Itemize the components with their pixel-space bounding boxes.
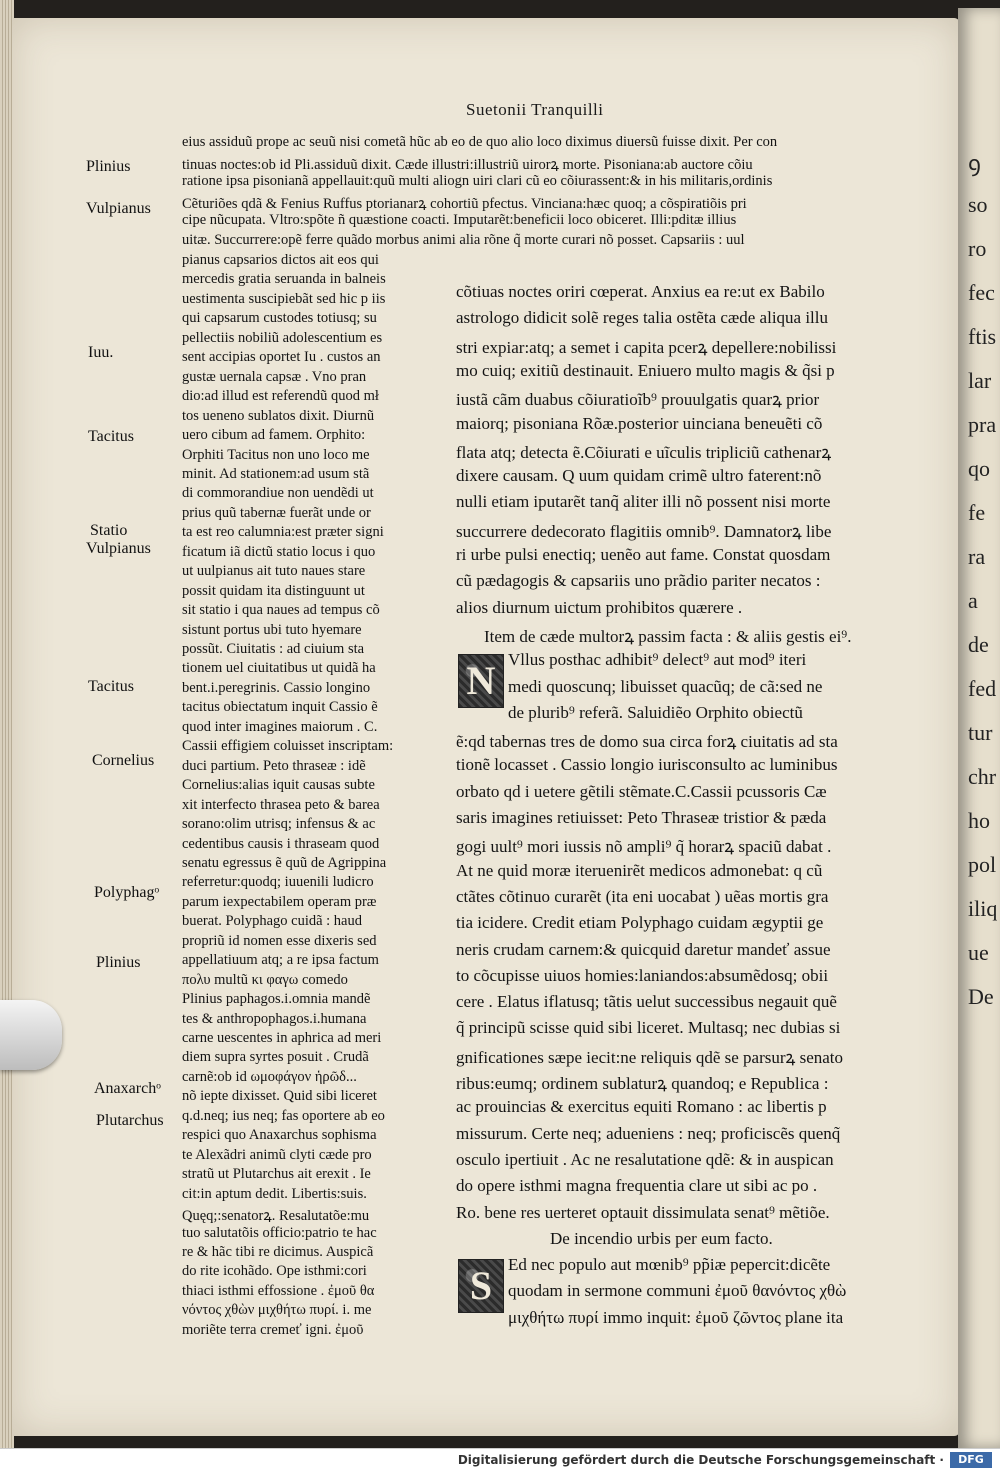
sidenote: Iuu. (88, 344, 114, 361)
commentary-line: ta est reo calumnia:est præter signi (182, 524, 384, 541)
text-line: medi quoscunq; libuisset quacũq; de cã:sed ne (508, 676, 823, 696)
facing-page-fragment: lar (968, 368, 992, 393)
sidenote: Plutarchus (96, 1112, 164, 1129)
text-line: alios diurnum uictum prohibitos quærere . (456, 597, 743, 617)
text-line: μιχθήτω πυρί immo inquit: ἐμοῦ ζῶντος plane ita (508, 1307, 844, 1327)
text-line: orbato qd i uetere gẽtili stẽmate.C.Cassii pcussoris Cæ (456, 781, 827, 801)
facing-page-fragment: De (968, 984, 994, 1009)
commentary-line: propriũ id nomen esse dixeris sed (182, 932, 377, 949)
facing-page-fragment: fe (968, 500, 986, 525)
text-line: Ed nec populo aut mœnib⁹ pp̃iæ pepercit:dicẽte (508, 1255, 831, 1275)
text-line: gnificationes sæpe iecit:ne reliquis qdẽ se parsurꝝ senato (456, 1047, 844, 1067)
facing-page-fragment: a (968, 588, 978, 613)
text-line: ribus:eumq; ordinem sublaturꝝ quandoq; e Republica : (456, 1074, 829, 1093)
sidenote: Vulpianus (86, 540, 151, 557)
commentary-line: possit quidam ita distinguunt ut (182, 582, 365, 599)
commentary-line: Cẽturiões qdã & Fenius Ruffus ptorianarꝝ cohortiũ pfectus. Vinciana:hæc quoq; a cõspiratiõis pri (182, 195, 747, 212)
commentary-line: tos ueneno sublatos dixit. Diurnũ (182, 407, 375, 424)
facing-page-fragment: iliq (968, 896, 998, 921)
commentary-line: sit statio i qua naues ad tempus cõ (182, 602, 380, 619)
commentary-line: pianus capsarios dictos ait eos qui (182, 252, 379, 268)
commentary-line: tionem uel ciuitatibus ut quidã ha (182, 660, 376, 677)
commentary-line: pellectiis nobiliũ adolescentium es (182, 329, 383, 346)
text-line: cõtiuas noctes oriri cœperat. Anxius ea re:ut ex Babilo (456, 282, 825, 301)
text-line: stri expiar:atq; a semet i capita pcerꝝ depellere:nobilissi (456, 337, 837, 357)
facing-page-fragment: ra (968, 544, 986, 569)
decorated-initial: N (458, 654, 504, 708)
commentary-line: sorano:olim utrisq; infensus & ac (182, 816, 376, 833)
sidenote: Cornelius (92, 752, 155, 769)
facing-page-fragment: ꝯ (968, 151, 981, 176)
commentary-line: nõ iepte dixisset. Quid sibi liceret (182, 1088, 377, 1105)
commentary-line: uero cibum ad famem. Orphito: (182, 427, 366, 444)
sidenote: Statio (90, 522, 128, 539)
facing-page-fragment: de (968, 632, 989, 657)
commentary-line: Orphiti Tacitus non uno loco me (182, 446, 370, 463)
running-header: Suetonii Tranquilli (466, 100, 604, 119)
commentary-line: πολυ multũ κι φαγω comedo (182, 971, 348, 988)
text-line: saris imagines retiuisset: Peto Thraseæ tristior & pæda (456, 808, 827, 827)
facing-page-fragment: ho (968, 808, 990, 833)
text-line: ri urbe pulsi enectiq; uenẽo aut fame. Constat quosdam (456, 545, 831, 564)
commentary-line: ut uulpianus ait tuto naues stare (182, 563, 366, 580)
sidenote: Tacitus (88, 678, 134, 695)
text-line: ẽ:qd tabernas tres de domo sua circa forꝝ ciuitatis ad sta (456, 732, 838, 752)
commentary-line: carnẽ:ob id ωμοφάγον ἡρῶδ... (182, 1068, 357, 1085)
text-line: do opere isthmi magna frequentia clare ut sibi ac po . (456, 1176, 818, 1196)
commentary-line: bent.i.peregrinis. Cassio longino (182, 679, 371, 696)
sidenote: Anaxarchᵒ (94, 1080, 161, 1097)
facing-page-fragment: ftis (968, 324, 997, 349)
facing-page-fragment: pol (968, 852, 997, 877)
text-line: tionẽ locasset . Cassio longio iurisconsulto ac luminibus (456, 755, 838, 775)
commentary-line: ficatum iã dictũ statio locus i quo (182, 543, 376, 560)
commentary-line: di commorandiue non uendẽdi ut (182, 485, 374, 502)
digitization-footer (0, 1448, 1000, 1473)
commentary-line: parum iexpectabilem operam præ (182, 893, 377, 910)
commentary-line: senatu egressus ẽ quũ de Agrippina (182, 854, 387, 871)
text-line: iustã cãm duabus cõiuratioĩb⁹ prouulgatis quarꝝ prior (456, 390, 820, 410)
commentary-line: gustæ uernala capsæ . Vno pran (182, 368, 367, 385)
commentary-line: moriẽte terra cremeť igni. ἐμοῦ (182, 1321, 364, 1338)
commentary-line: prius quũ tabernæ fuerãt unde or (182, 504, 371, 521)
commentary-line: re & hãc tibi re dicimus. Auspicã (182, 1243, 374, 1260)
text-line: mo cuiq; exitiũ destinauit. Eniuero multo magis & q̃si p (456, 360, 835, 380)
text-line: gogi uult⁹ mori iussis nõ ampli⁹ q̃ horarꝝ spaciũ dabat . (456, 837, 832, 857)
facing-page-fragment: ue (968, 940, 989, 965)
text-line: succurrere dedecorato flagitiis omnib⁹. Damnatorꝝ libe (456, 521, 832, 541)
commentary-line: ratione ipsa pisonianã appellauit:quũ multi aliogn uiri clari cũ eo cõiurassent:& in his militaris,ordinis (182, 173, 773, 190)
commentary-line: appellatiuum atq; a re ipsa factum (182, 952, 379, 969)
commentary-line: νόντος χθὼν μιχθήτω πυρί. i. me (182, 1302, 372, 1319)
commentary-line: qui capsarum custodes totiusq; su (182, 310, 377, 327)
commentary-line: te Alexãdri animũ clyti cæde pro (182, 1146, 372, 1163)
sidenote: Vulpianus (86, 200, 151, 217)
dfg-logo: DFG (950, 1452, 992, 1468)
text-line: nulli etiam iputarẽt tanq̃ aliter illi nõ possent nisi morte (456, 492, 831, 512)
commentary-line: q.d.neq; ius neq; fas oportere ab eo (182, 1107, 385, 1124)
section-heading: De incendio urbis per eum facto. (550, 1228, 773, 1248)
text-line: maiorq; pisoniana Rõæ.posterior uinciana beneuẽti cõ (456, 413, 823, 433)
commentary-line: do rite icohãdo. Ope isthmi:cori (182, 1263, 367, 1280)
commentary-line: Quęq;:senatorꝝ. Resalutatõe:mu (182, 1208, 370, 1225)
text-line: ac prouincias & exercitus equiti Romano : ac libertis p (456, 1097, 827, 1117)
text-line: ctãtes cõtinuo curarẽt (ita eni uocabat ) uẽas mortis gra (456, 886, 829, 906)
book-page (12, 18, 960, 1436)
sidenote: Polyphagᵒ (94, 884, 160, 901)
commentary-line: sistunt portus ubi tuto hyemare (182, 621, 362, 638)
text-line: Vllus posthac adhibit⁹ delect⁹ aut mod⁹ iteri (508, 650, 807, 670)
commentary-line: sent accipias oportet Iu . custos an (182, 349, 381, 366)
commentary-line: stratũ ut Plutarchus ait erexit . Ie (182, 1166, 371, 1183)
text-line: q̃ principũ scisse quid sibi liceret. Multasq; nec dubias si (456, 1018, 841, 1038)
commentary-line: cedentibus causis i thraseam quod (182, 835, 380, 852)
facing-page-fragment: fed (968, 676, 997, 701)
commentary-line: respici quo Anaxarchus sophisma (182, 1127, 377, 1144)
text-line: astrologo didicit solẽ reges talia ostẽta cæde aliqua illu (456, 308, 829, 328)
commentary-line: tes & anthropophagos.i.humana (182, 1010, 367, 1027)
commentary-line: tinuas noctes:ob id Pli.assiduũ dixit. Cæde illustri:illustriũ uirorꝝ morte. Pisoniana:ab auctore cõiu (182, 156, 753, 173)
commentary-line: Cassii effigiem coluisset inscriptam: (182, 738, 394, 755)
text-line: At ne quid moræ iteruenirẽt medicos admonebat: q cũ (456, 860, 823, 880)
facing-page-edge (958, 8, 1000, 1448)
sidenote: Tacitus (88, 428, 134, 445)
text-line: cere . Elatus iflatusq; tãtis uelut successibus negauit quẽ (456, 992, 837, 1012)
footer-credit: Digitalisierung gefördert durch die Deutsche Forschungsgemeinschaft · (457, 1453, 944, 1467)
facing-page-fragment: qo (968, 456, 990, 481)
facing-page-fragment: chr (968, 764, 997, 789)
text-line: cũ pædagogis & capsariis uno prãdio pariter necatos : (456, 571, 821, 591)
text-line: quodam in sermone communi ἐμοῦ θανόντος χθὼ (508, 1281, 847, 1301)
page-clip (0, 1000, 62, 1070)
facing-page-fragment: ro (968, 236, 987, 261)
sidenote: Plinius (96, 954, 141, 971)
text-line: neris crudam carnem:& quicquid daretur mandeť assue (456, 939, 831, 959)
commentary-line: minit. Ad stationem:ad usum stã (182, 465, 370, 482)
commentary-line: cipe nũcupata. Vltro:spõte ñ quæstione coacti. Imputarẽt:beneficii loco obiceret. Illi:pditæ illius (182, 212, 737, 229)
commentary-line: cit:in aptum dedit. Libertis:suis. (182, 1185, 367, 1202)
commentary-line: thiaci isthmi effossione . ἐμοῦ θα (182, 1282, 375, 1299)
commentary-line: referretur:quodq; iuuenili ludicro (182, 874, 374, 891)
text-line: to cõcupisse uiuos homies:laniandos:absumẽdosq; obii (456, 965, 829, 985)
commentary-line: uestimenta suscipiebãt sed hic p iis (182, 290, 386, 307)
commentary-line: diem supra syrtes posuit . Crudã (182, 1049, 369, 1066)
text-line: missurum. Certe neq; adueniens : neq; proficiscẽs quenq̃ (456, 1123, 841, 1143)
commentary-line: xit interfecto thrasea peto & barea (182, 796, 380, 813)
decorated-initial: S (458, 1259, 504, 1313)
commentary-line: carne uescentes in aphrica ad meri (182, 1030, 382, 1046)
text-line: Ro. bene res uerteret optauit dissimulata senat⁹ mẽtiõe. (456, 1202, 830, 1222)
commentary-line: tacitus obiectatum inquit Cassio ẽ (182, 699, 378, 716)
section-heading: Item de cæde multorꝝ passim facta : & aliis gestis ei⁹. (484, 626, 852, 646)
facing-page-fragment: pra (968, 412, 997, 437)
text-line: de plurib⁹ referã. Saluidiẽo Orphito obiectũ (508, 702, 803, 722)
commentary-line: uitæ. Succurrere:opẽ ferre quãdo morbus animi alia rõne q̃ morte curari nõ posset. Capsariis : uul (182, 232, 745, 248)
text-line: dixere causam. Q uum quidam crimẽ ultro faterent:nõ (456, 466, 822, 486)
text-line: osculo ipertiuit . Ac ne resalutatione qdẽ: & in auspican (456, 1149, 834, 1169)
commentary-line: Cornelius:alias iquit causas subte (182, 777, 375, 794)
text-line: tia icidere. Credit etiam Polyphago cuidam ægyptii ge (456, 913, 824, 933)
commentary-line: buerat. Polyphago cuidã : haud (182, 913, 362, 930)
commentary-line: mercedis gratia seruanda in balneis (182, 271, 386, 288)
sidenote: Plinius (86, 158, 131, 175)
commentary-line: dio:ad illud est referendũ quod mł (182, 388, 379, 405)
facing-page-fragment: so (968, 192, 988, 217)
commentary-line: Plinius paphagos.i.omnia mandẽ (182, 991, 371, 1008)
commentary-line: quod inter imagines maiorum . C. (182, 718, 378, 735)
commentary-line: eius assiduũ prope ac seuũ nisi cometã hũc ab eo de quo alio loco diximus diuersũ fuisse dixit. Per con (182, 134, 778, 150)
commentary-line: possũt. Ciuitatis : ad ciuium sta (182, 641, 365, 657)
facing-page-fragment: tur (968, 720, 993, 745)
commentary-line: duci partium. Peto thraseæ : idẽ (182, 757, 366, 774)
commentary-line: tuo salutatõis officio:patrio te hac (182, 1224, 377, 1241)
text-line: flata atq; detecta ẽ.Cõiurati e uĩculis tripliciũ cathenarꝝ (456, 442, 832, 462)
facing-page-fragment: fec (968, 280, 995, 305)
